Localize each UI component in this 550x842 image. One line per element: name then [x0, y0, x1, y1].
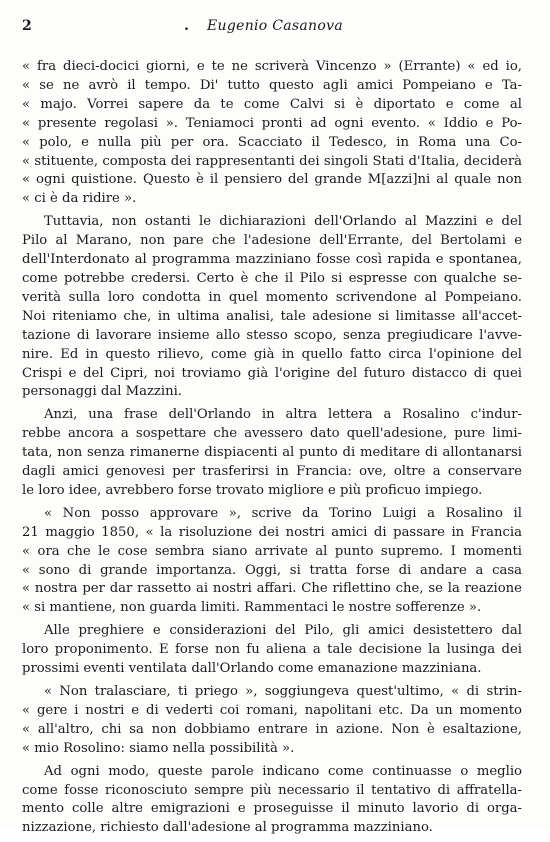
text-line: Anzi, una frase dell'Orlando in altra lettera a Rosalino c'indur-: [44, 407, 522, 423]
text-line: « ci è da ridire ».: [22, 191, 137, 207]
header-dot: .: [184, 18, 189, 34]
running-head: [22, 18, 528, 38]
paragraph: [22, 683, 522, 759]
page-number: 2: [22, 18, 32, 34]
text-line: « se ne avrò il tempo. Di' tutto questo agli amici Pompeiano e Ta-: [22, 77, 522, 93]
text-line: dagli amici genovesi per trasferirsi in Francia: ove, oltre a conservare: [22, 464, 522, 480]
paragraph: [22, 58, 522, 209]
running-title: Eugenio Casanova: [207, 18, 343, 34]
text-line: « nostra per dar rassetto ai nostri affari. Che riflettino che, se la reazione: [22, 581, 522, 597]
text-line: rebbe ancora a sospettare che avessero dato quell'adesione, pure limi-: [22, 426, 522, 442]
text-line: « si mantiene, non guarda limiti. Rammentaci le nostre sofferenze ».: [22, 600, 482, 616]
text-line: tata, non senza rimanerne dispiacenti al punto di meditare di allontanarsi: [22, 445, 522, 461]
text-line: « Non posso approvare », scrive da Torino Luigi a Rosalino il: [44, 505, 522, 521]
text-line: « Non tralasciare, ti priego », soggiungeva quest'ultimo, « di strin-: [44, 684, 522, 699]
text-line: « sono di grande importanza. Oggi, si tratta forse di andare a casa: [22, 562, 522, 578]
text-line: « gere i nostri e di vederti coi romani, napolitani etc. Da un momento: [22, 702, 522, 718]
text-line: 21 maggio 1850, « la risoluzione dei nostri amici di passare in Francia: [22, 524, 522, 540]
text-line: tazione di lavorare insieme allo stesso scopo, senza pregiudicare l'avve-: [22, 327, 522, 343]
text-line: le loro idee, avrebbero forse trovato migliore e più proficuo impiego.: [22, 482, 483, 498]
text-line: « stituente, composta dei rappresentanti dei singoli Stati d'Italia, deciderà: [22, 153, 522, 169]
text-line: Tuttavia, non ostanti le dichiarazioni dell'Orlando al Mazzini e del: [44, 214, 522, 230]
text-line: « fra dieci-docici giorni, e te ne scriverà Vincenzo » (Errante) « ed io,: [22, 59, 522, 74]
text-line: « ogni quistione. Questo è il pensiero del grande M[azzi]ni al quale non: [22, 172, 522, 188]
text-line: verità sulla loro condotta in quel momento scrivendone al Pompeiano.: [22, 289, 522, 305]
text-line: Crispi e del Cipri, noi troviamo già l'origine del futuro distacco di quei: [22, 365, 522, 381]
paragraph: [22, 763, 522, 839]
text-line: personaggi dal Mazzini.: [22, 384, 183, 400]
text-line: nire. Ed in questo rilievo, come già in quello fatto circa l'opinione del: [22, 346, 522, 362]
text-line: come fosse riconosciuto sempre più necessario il tentativo di affratella-: [22, 782, 522, 798]
paragraph: [22, 406, 522, 501]
text-line: Pilo al Marano, non pare che l'adesione dell'Errante, del Bertolami e: [22, 233, 522, 249]
text-line: « ora che le cose sembra siano arrivate al punto supremo. I momenti: [22, 543, 522, 559]
text-line: Noi riteniamo che, in ultima analisi, tale adesione si limitasse all'accet-: [22, 308, 522, 324]
text-line: nizzazione, richiesto dall'adesione al programma mazziniano.: [22, 820, 433, 836]
text-line: « polo, e nulla più per ora. Scacciato il Tedesco, in Roma una Co-: [22, 134, 522, 150]
text-line: « majo. Vorrei sapere da te come Calvi si è diportato e come al: [22, 96, 522, 112]
text-line: « mio Rosolino: siamo nella possibilità ».: [22, 740, 295, 756]
text-line: come potrebbe credersi. Certo è che il Pilo si espresse con qualche se-: [22, 270, 522, 286]
paragraph: [22, 505, 522, 618]
paragraph: [22, 622, 522, 679]
body-text: [22, 58, 522, 842]
text-line: « presente regolasi ». Teniamoci pronti ad ogni evento. « Iddio e Po-: [22, 115, 522, 131]
text-line: prossimi eventi ventilata dall'Orlando come emanazione mazziniana.: [22, 661, 482, 677]
text-line: mento colle altre emigrazioni e proseguisse il minuto lavorio di orga-: [22, 801, 522, 817]
text-line: Ad ogni modo, queste parole indicano come continuasse o meglio: [44, 763, 522, 779]
paragraph: [22, 213, 522, 402]
text-line: loro proponimento. E forse non fu aliena a tale decisione la lusinga dei: [22, 642, 522, 658]
text-line: « all'altro, chi sa non dobbiamo entrare in azione. Non è esaltazione,: [22, 721, 522, 737]
text-line: dell'Interdonato al programma mazziniano fosse così rapida e spontanea,: [22, 252, 522, 268]
text-line: Alle preghiere e considerazioni del Pilo, gli amici desistettero dal: [44, 623, 522, 639]
